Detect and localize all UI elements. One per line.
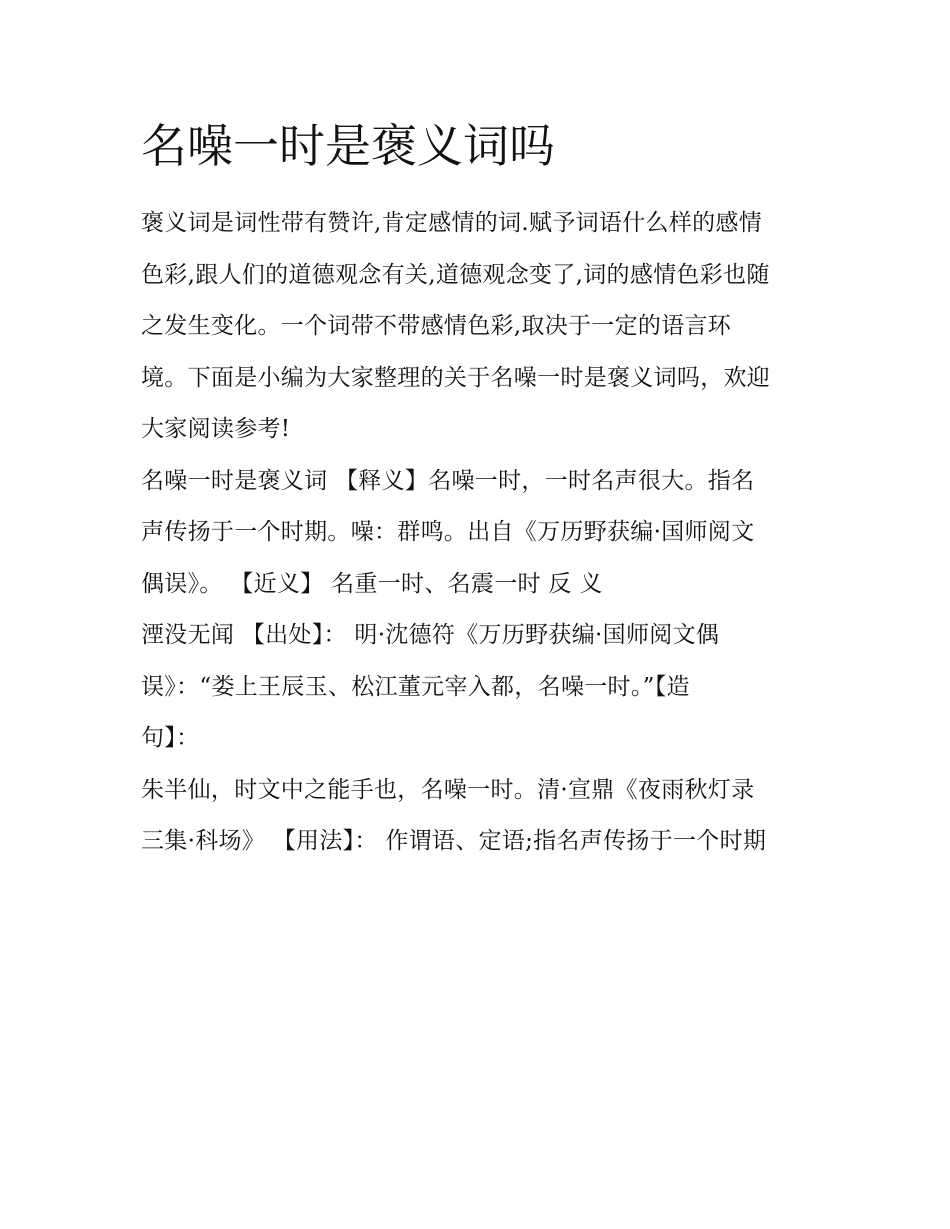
document-body [141,198,821,868]
body-line: 湮没无闻 【出处】： 明·沈德符《万历野获编·国师阅文偶 [141,622,720,648]
document-title: 名噪一时是褒义词吗 [141,119,555,173]
body-line: 大家阅读参考! [141,416,291,442]
body-line: 句】： [141,725,200,751]
body-line: 色彩,跟人们的道德观念有关,道德观念变了,词的感情色彩也随 [141,261,770,288]
body-line: 偶误》。 【近义】 名重一时、名震一时 反 义 [141,570,603,597]
body-line: 声传扬于一个时期。噪：群鸣。出自《万历野获编·国师阅文 [141,519,755,545]
body-line: 朱半仙，时文中之能手也，名噪一时。清·宣鼎《夜雨秋灯录 [141,776,755,803]
body-line: 之发生变化。一个词带不带感情色彩,取决于一定的语言环 [141,313,732,339]
body-line: 褒义词是词性带有赞许,肯定感情的词.赋予词语什么样的感情 [141,210,763,236]
body-line: 境。下面是小编为大家整理的关于名噪一时是褒义词吗，欢迎 [141,364,771,391]
body-line: 误》：“娄上王辰玉、松江董元宰入都，名噪一时。”【造 [141,673,690,700]
body-line: 名噪一时是褒义词 【释义】名噪一时，一时名声很大。指名 [141,467,755,494]
body-line: 三集·科场》 【用法】： 作谓语、定语;指名声传扬于一个时期 [141,828,767,854]
